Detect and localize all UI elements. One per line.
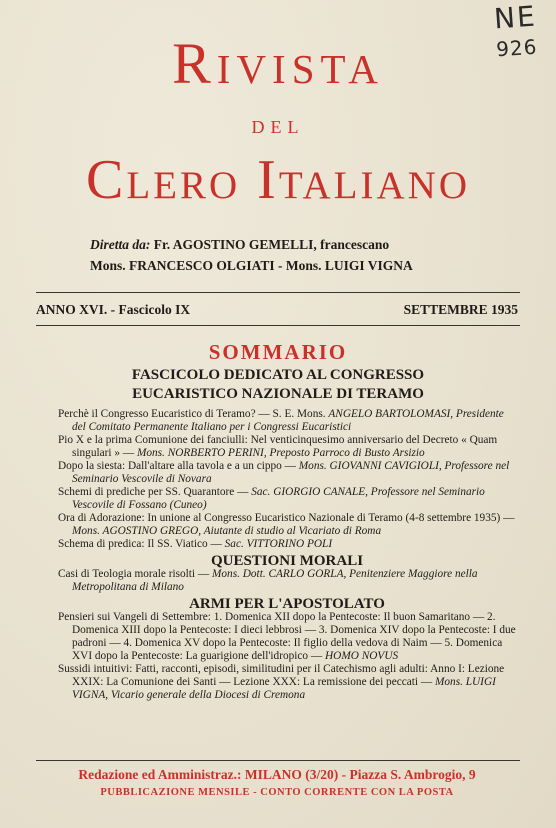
contents-entry bbox=[58, 434, 516, 460]
footer-publication: PUBBLICAZIONE MENSILE - CONTO CORRENTE CON LA POSTA bbox=[100, 787, 454, 798]
contents-entry bbox=[58, 460, 516, 486]
sommario-subtitle-1: FASCICOLO DEDICATO AL CONGRESSO bbox=[131, 367, 425, 383]
entry-text: Schema di predica: Il SS. Viatico — bbox=[58, 538, 225, 550]
divider-footer bbox=[36, 760, 520, 761]
section-armi-apostolato: ARMI PER L'APOSTOLATO bbox=[189, 596, 385, 612]
entry-text: Perchè il Congresso Eucaristico di Teramo? — S. E. Mons. bbox=[58, 408, 329, 420]
entry-author: Mons. AGOSTINO GREGO, Aiutante di studio al Vicariato di Roma bbox=[72, 525, 382, 537]
masthead-del: del bbox=[251, 110, 305, 139]
entry-author: Mons. LUIGI VIGNA, Vicario generale della Diocesi di Cremona bbox=[72, 676, 496, 701]
entry-author: Mons. GIOVANNI CAVIGIOLI, Professore nel Seminario Vescovile di Novara bbox=[72, 460, 510, 485]
entry-text: Schemi di prediche per SS. Quarantore — bbox=[58, 486, 252, 498]
contents-entry bbox=[58, 512, 516, 538]
editor-prefix: Diretta da: bbox=[90, 237, 151, 252]
entry-author: Sac. GIORGIO CANALE, Professore nel Seminario Vescovile di Fossano (Cuneo) bbox=[72, 486, 485, 511]
issue-line bbox=[36, 302, 518, 318]
entry-text: Pio X e la prima Comunione dei fanciulli: Nel venticinquesimo anniversario del Decreto « Quam singulari » — bbox=[58, 434, 498, 459]
handwritten-line-1: NE bbox=[493, 0, 539, 36]
editor-line-2: Mons. FRANCESCO OLGIATI - Mons. LUIGI VIGNA bbox=[90, 258, 413, 273]
masthead-clero-italiano: Clero Italiano bbox=[86, 149, 470, 211]
sommario-subtitle-2: EUCARISTICO NAZIONALE DI TERAMO bbox=[132, 386, 424, 402]
entry-author: Mons. NORBERTO PERINI, Preposto Parroco di Busto Arsizio bbox=[136, 447, 425, 459]
contents-entry bbox=[58, 611, 516, 663]
contents-entry bbox=[58, 538, 516, 551]
section-questioni-morali: QUESTIONI MORALI bbox=[210, 553, 364, 569]
entry-author: HOMO NOVUS bbox=[325, 650, 399, 662]
divider-top bbox=[36, 292, 520, 293]
handwritten-line-2: 926 bbox=[495, 34, 539, 62]
entry-author: ANGELO BARTOLOMASI, Presidente del Comitato Permanente Italiano per i Congressi Eucaristici bbox=[72, 408, 504, 433]
contents-list bbox=[58, 408, 516, 702]
footer-address: Redazione ed Amministraz.: MILANO (3/20) - Piazza S. Ambrogio, 9 bbox=[78, 767, 476, 782]
editor-line-1 bbox=[90, 237, 516, 253]
contents-entry bbox=[58, 663, 516, 702]
entry-text: Dopo la siesta: Dall'altare alla tavola e a un cippo — bbox=[58, 460, 299, 472]
entry-text: Sussidi intuitivi: Fatti, racconti, episodi, similitudini per il Catechismo agli adulti: Anno I: Lezione XXIX: La Comunione dei Santi — Lezione XXX: La remissione dei peccati — bbox=[58, 663, 505, 688]
editor-name-1: Fr. AGOSTINO GEMELLI, francescano bbox=[153, 237, 390, 252]
entry-text: Ora di Adorazione: In unione al Congresso Eucaristico Nazionale di Teramo (4-8 settembre 1935) — bbox=[58, 512, 515, 524]
entry-author: Sac. VITTORINO POLI bbox=[224, 538, 333, 550]
divider-issue bbox=[36, 325, 520, 326]
issue-anno: ANNO XVI. - Fascicolo IX bbox=[36, 302, 191, 317]
contents-entry bbox=[58, 408, 516, 434]
entry-text: Pensieri sui Vangeli di Settembre: 1. Domenica XII dopo la Pentecoste: Il buon Samaritano — 2. Domenica XIII dopo la Pentecoste: I dieci lebbrosi — 3. Domenica XIV dopo la Pentecoste: I due padroni — 4. Domenica XV dopo la Pentecoste: Il figlio della vedova di Naim — 5. Domenica XVI dopo la Pentecoste: La guarigione dell'idropico — bbox=[58, 611, 516, 662]
masthead-rivista: Rivista bbox=[172, 31, 384, 96]
issue-date: SETTEMBRE 1935 bbox=[403, 302, 518, 317]
contents-entry bbox=[58, 486, 516, 512]
entry-author: Mons. Dott. CARLO GORLA, Penitenziere Maggiore nella Metropolitana di Milano bbox=[72, 568, 478, 593]
contents-entry bbox=[58, 568, 516, 594]
entry-text: Casi di Teologia morale risolti — bbox=[58, 568, 212, 580]
sommario-title: SOMMARIO bbox=[208, 340, 348, 364]
